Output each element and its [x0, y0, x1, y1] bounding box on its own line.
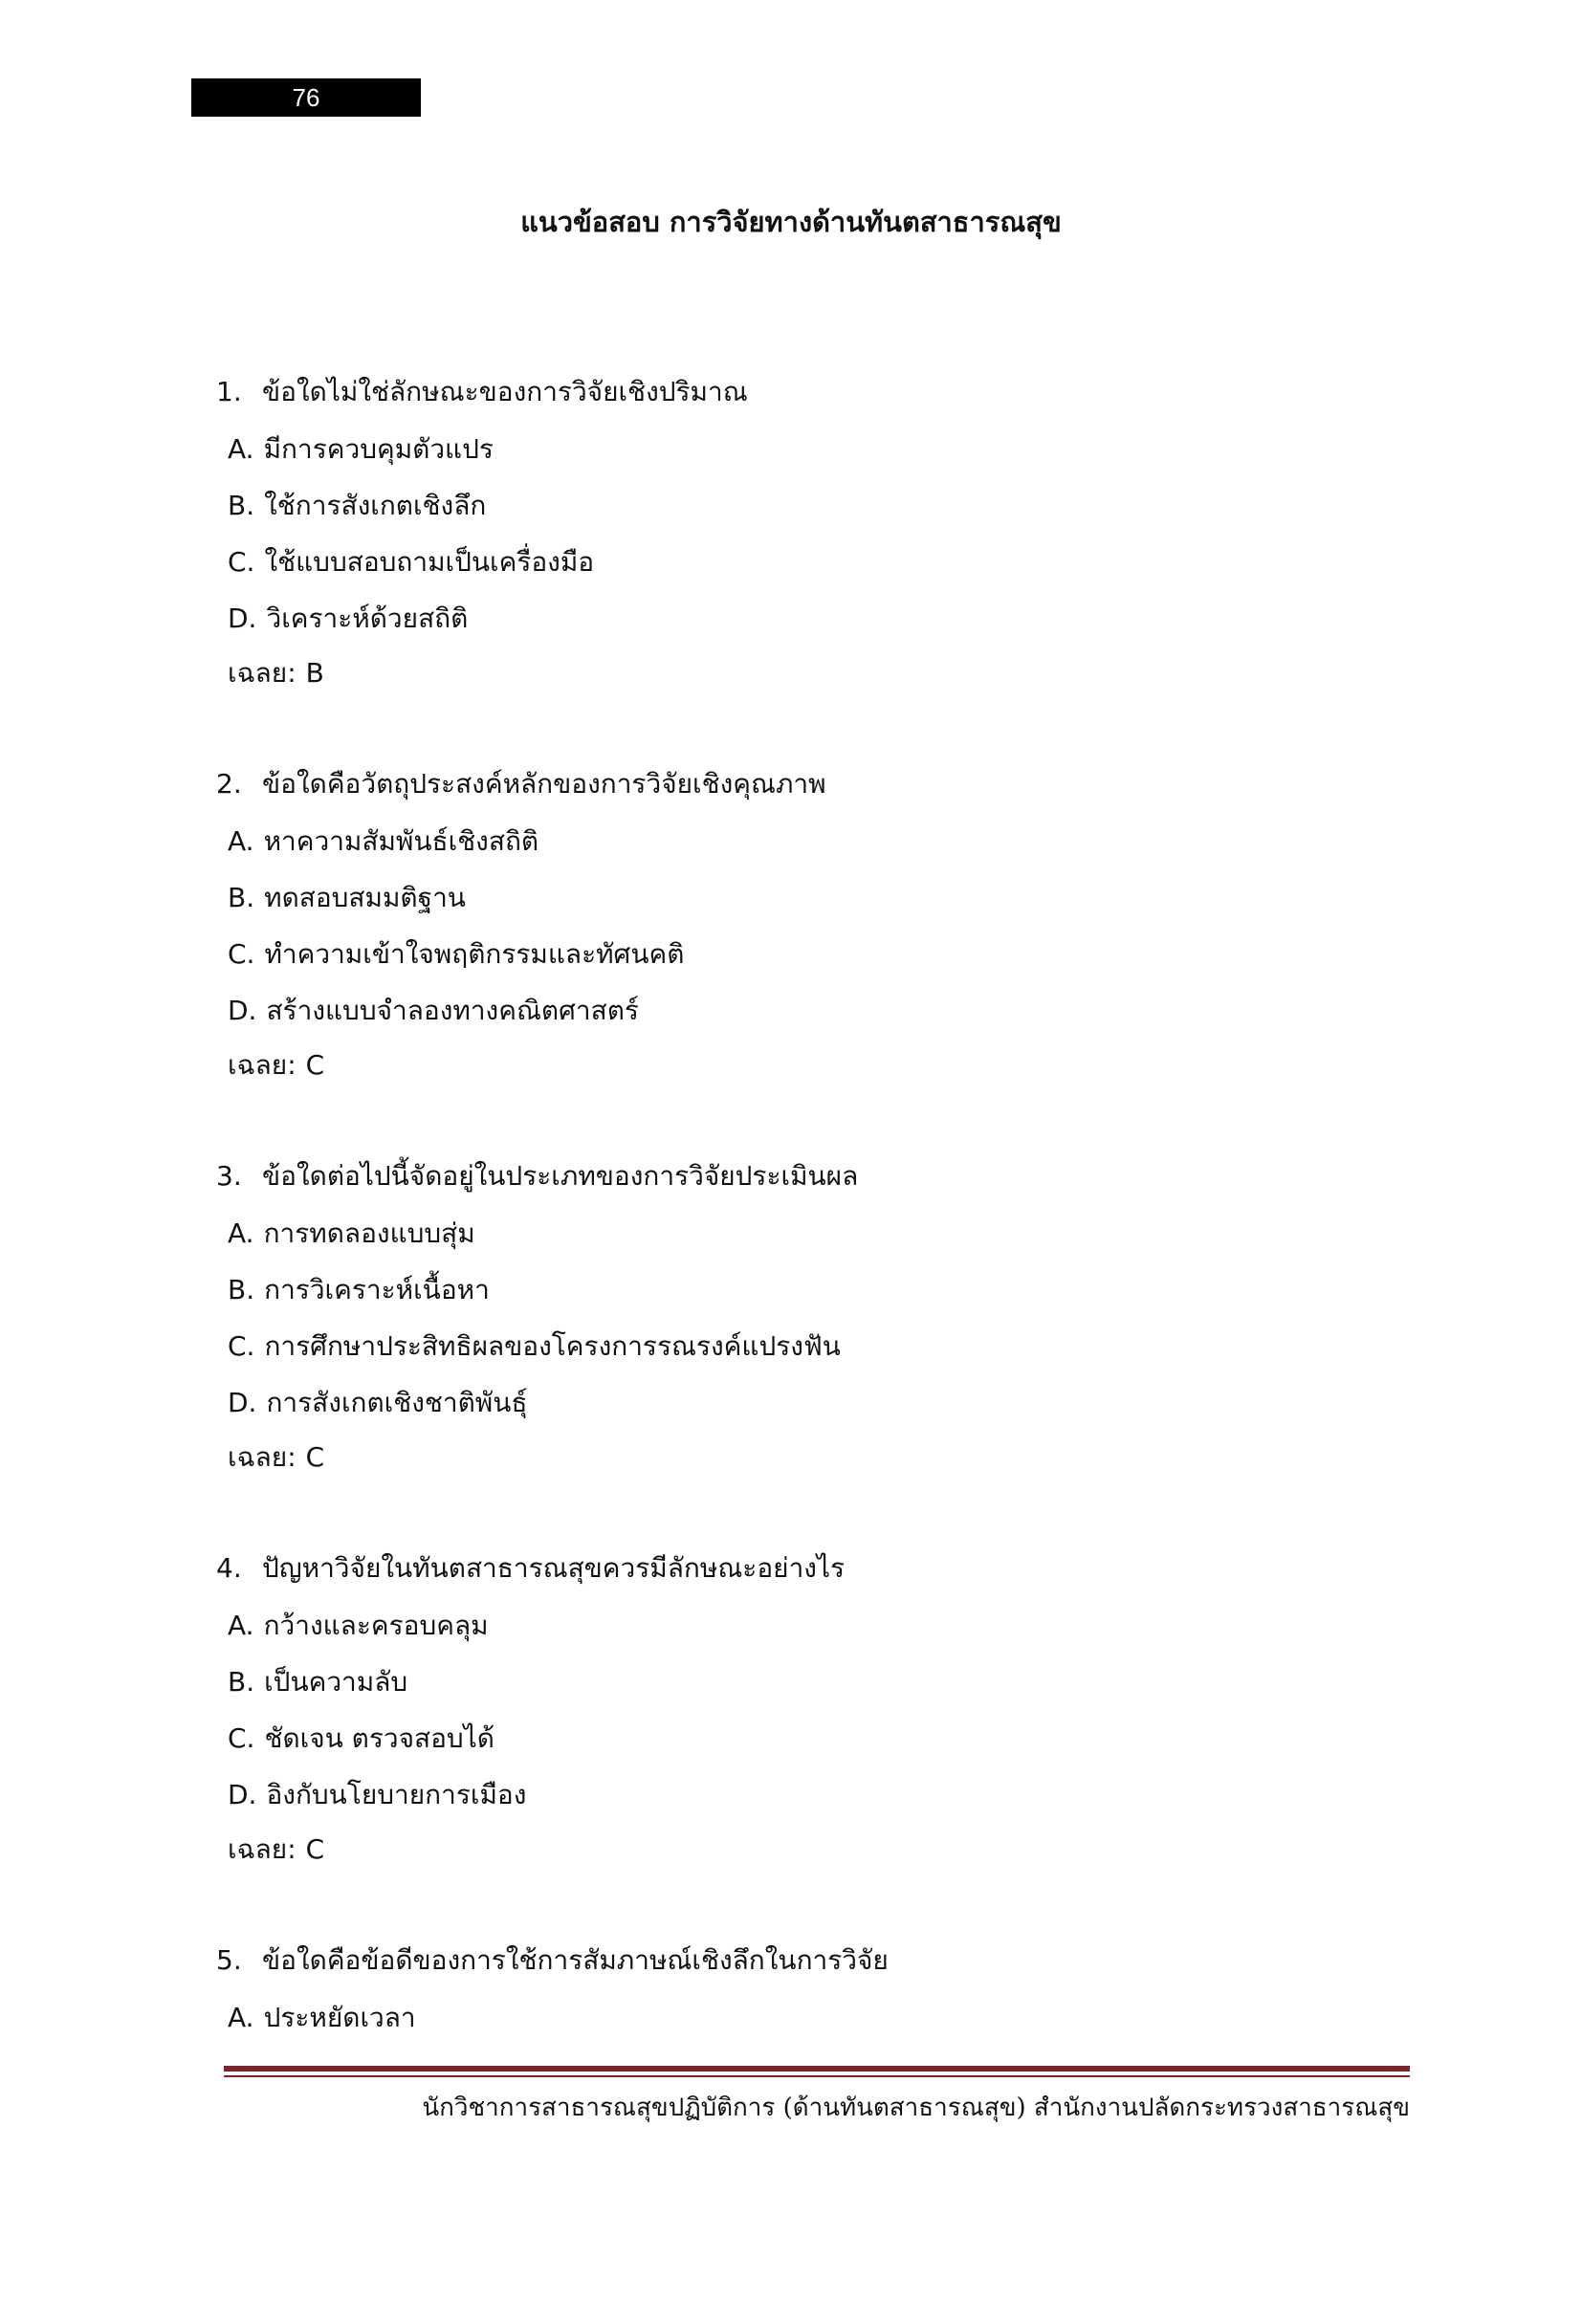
question-item — [216, 756, 1412, 1148]
option-text: ทดสอบสมมติฐาน — [264, 881, 466, 913]
footer-divider-thin — [224, 2075, 1410, 2077]
option-text: ทำความเข้าใจพฤติกรรมและทัศนคติ — [264, 937, 685, 970]
question-text: ข้อใดต่อไปนี้จัดอยู่ในประเภทของการวิจัยประเมินผล — [262, 1160, 859, 1192]
option-item — [216, 813, 1412, 869]
question-item — [216, 1148, 1412, 1540]
option-text: ใช้การสังเกตเชิงลึก — [264, 489, 487, 521]
answer-label: เฉลย: — [228, 1049, 297, 1081]
option-letter: A. — [228, 432, 254, 465]
question-stem — [216, 1148, 1412, 1205]
option-item — [216, 982, 1412, 1039]
option-letter: D. — [228, 1778, 257, 1810]
answer-key — [216, 1431, 1412, 1484]
option-text: ใช้แบบสอบถามเป็นเครื่องมือ — [264, 545, 595, 578]
option-item — [216, 1205, 1412, 1261]
option-item — [216, 1989, 1412, 2046]
option-item — [216, 1318, 1412, 1374]
option-letter: D. — [228, 1386, 257, 1418]
option-letter: C. — [228, 937, 255, 970]
question-number: 3. — [216, 1160, 242, 1192]
option-letter: D. — [228, 994, 257, 1026]
footer-text: นักวิชาการสาธารณสุขปฏิบัติการ (ด้านทันตสาธารณสุข) สำนักงานปลัดกระทรวงสาธารณสุข — [422, 2094, 1410, 2122]
option-item — [216, 1710, 1412, 1766]
option-item — [216, 1374, 1412, 1431]
answer-key — [216, 647, 1412, 700]
footer-divider — [224, 2066, 1410, 2072]
answer-key — [216, 1823, 1412, 1876]
question-stem — [216, 363, 1412, 421]
answer-value: C — [305, 1441, 325, 1473]
option-item — [216, 869, 1412, 926]
question-stem — [216, 1540, 1412, 1597]
option-text: สร้างแบบจำลองทางคณิตศาสตร์ — [266, 994, 639, 1026]
option-letter: C. — [228, 545, 255, 578]
option-text: การทดลองแบบสุ่ม — [263, 1217, 475, 1249]
question-text: ข้อใดคือวัตถุประสงค์หลักของการวิจัยเชิงคุณภาพ — [262, 768, 826, 800]
question-text: ข้อใดคือข้อดีของการใช้การสัมภาษณ์เชิงลึกในการวิจัย — [262, 1944, 889, 1976]
option-text: การวิเคราะห์เนื้อหา — [264, 1273, 490, 1305]
answer-label: เฉลย: — [228, 1441, 297, 1473]
question-item — [216, 363, 1412, 756]
option-letter: B. — [228, 881, 255, 913]
option-letter: C. — [228, 1721, 255, 1754]
question-item — [216, 1540, 1412, 1932]
question-list — [216, 363, 1412, 2324]
page-title: แนวข้อสอบ การวิจัยทางด้านทันตสาธารณสุข — [520, 206, 1062, 238]
option-item — [216, 1766, 1412, 1823]
option-item — [216, 1261, 1412, 1318]
option-text: วิเคราะห์ด้วยสถิติ — [266, 602, 469, 634]
option-text: อิงกับนโยบายการเมือง — [266, 1778, 527, 1810]
option-text: ประหยัดเวลา — [263, 2001, 416, 2033]
option-letter: D. — [228, 602, 257, 634]
answer-key — [216, 1039, 1412, 1092]
question-text: ข้อใดไม่ใช่ลักษณะของการวิจัยเชิงปริมาณ — [262, 376, 748, 407]
option-letter: C. — [228, 1329, 255, 1362]
question-stem — [216, 756, 1412, 813]
option-letter: A. — [228, 1217, 254, 1249]
option-text: หาความสัมพันธ์เชิงสถิติ — [263, 824, 539, 857]
option-item — [216, 534, 1412, 590]
answer-value: C — [305, 1833, 325, 1865]
question-number: 2. — [216, 768, 242, 800]
option-item — [216, 1597, 1412, 1654]
option-letter: A. — [228, 2001, 254, 2033]
answer-label: เฉลย: — [228, 657, 297, 689]
option-text: การศึกษาประสิทธิผลของโครงการรณรงค์แปรงฟัน — [264, 1329, 841, 1362]
answer-label: เฉลย: — [228, 1833, 297, 1865]
option-letter: A. — [228, 824, 254, 857]
option-text: เป็นความลับ — [264, 1665, 408, 1698]
option-item — [216, 1654, 1412, 1710]
option-item — [216, 477, 1412, 534]
question-number: 5. — [216, 1944, 242, 1976]
page-number: 76 — [191, 78, 421, 117]
option-text: กว้างและครอบคลุม — [263, 1609, 489, 1641]
option-item — [216, 926, 1412, 982]
answer-value: C — [305, 1049, 325, 1081]
option-item — [216, 421, 1412, 477]
option-text: การสังเกตเชิงชาติพันธุ์ — [266, 1386, 528, 1418]
option-text: ชัดเจน ตรวจสอบได้ — [264, 1721, 494, 1754]
question-stem — [216, 1932, 1412, 1989]
question-number: 4. — [216, 1552, 242, 1584]
option-text: มีการควบคุมตัวแปร — [263, 432, 494, 465]
option-letter: A. — [228, 1609, 254, 1641]
option-letter: B. — [228, 489, 255, 521]
answer-value: B — [305, 657, 324, 689]
option-item — [216, 590, 1412, 647]
option-letter: B. — [228, 1273, 255, 1305]
option-letter: B. — [228, 1665, 255, 1698]
question-number: 1. — [216, 376, 242, 407]
question-text: ปัญหาวิจัยในทันตสาธารณสุขควรมีลักษณะอย่างไร — [262, 1552, 846, 1584]
